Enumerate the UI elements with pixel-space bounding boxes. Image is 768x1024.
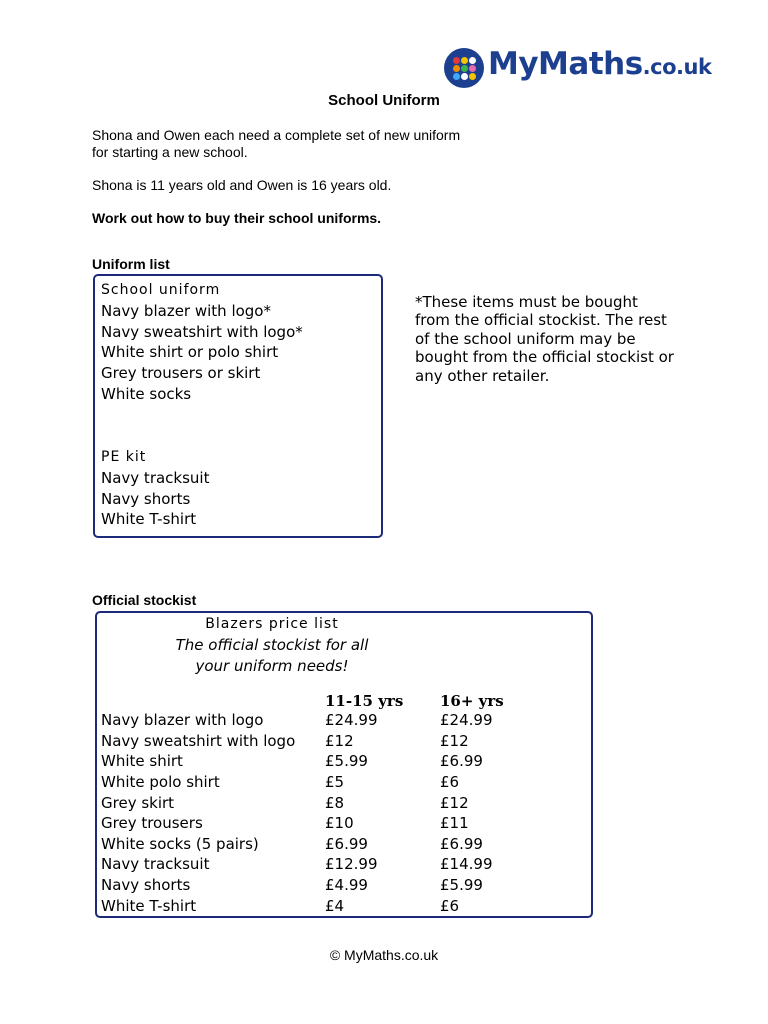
table-row — [101, 875, 540, 896]
logo-tld: .co.uk — [642, 55, 712, 79]
price-list-subtitle — [97, 635, 447, 677]
subtitle-line: your uniform needs! — [195, 657, 349, 675]
price-cell: £5.99 — [440, 876, 483, 895]
logo-dot — [453, 73, 460, 80]
item-cell: Grey trousers — [101, 814, 203, 833]
price-cell: £6 — [440, 773, 460, 792]
price-cell: £6.99 — [440, 834, 483, 853]
logo-dot — [469, 73, 476, 80]
page-title: School Uniform — [328, 92, 440, 109]
item-cell: Grey skirt — [101, 793, 175, 812]
table-header-row — [101, 687, 540, 710]
price-cell: £12 — [440, 731, 469, 750]
item-cell: Navy shorts — [101, 876, 191, 895]
price-cell: £8 — [325, 793, 345, 812]
table-row — [101, 895, 540, 916]
logo-dot — [453, 57, 460, 64]
logo-dot — [461, 57, 468, 64]
price-cell: £6 — [440, 896, 460, 915]
logo-dot — [469, 65, 476, 72]
column-header-11-15: 11-15 yrs — [325, 692, 404, 710]
list-item: Navy sweatshirt with logo* — [101, 322, 303, 341]
table-row — [101, 792, 540, 813]
price-cell: £14.99 — [440, 855, 493, 874]
stockist-note: *These items must be bought from the official stockist. The rest of the school uniform may be bought from the official stockist or any other retailer. — [415, 293, 674, 385]
price-cell: £5 — [325, 773, 345, 792]
item-cell: Navy sweatshirt with logo — [101, 731, 296, 750]
list-item: White socks — [101, 384, 192, 403]
table-row — [101, 731, 540, 752]
copyright-footer: © MyMaths.co.uk — [329, 947, 439, 963]
table-row — [101, 710, 540, 731]
price-cell: £11 — [440, 814, 469, 833]
column-header-16-plus: 16+ yrs — [440, 692, 504, 710]
price-cell: £5.99 — [325, 752, 368, 771]
intro-paragraph: Shona and Owen each need a complete set of new uniform for starting a new school. — [92, 127, 461, 160]
logo-dot — [469, 57, 476, 64]
official-stockist-label: Official stockist — [92, 592, 197, 608]
uniform-list-box — [93, 274, 383, 538]
price-cell: £6.99 — [440, 752, 483, 771]
price-cell: £4 — [325, 896, 345, 915]
logo-brand: MyMaths — [488, 46, 643, 82]
price-cell: £6.99 — [325, 834, 368, 853]
item-cell: White socks (5 pairs) — [101, 834, 259, 853]
list-item: Navy tracksuit — [101, 468, 210, 487]
price-cell: £24.99 — [325, 711, 378, 730]
column-header-item — [101, 687, 325, 710]
list-item: White shirt or polo shirt — [101, 343, 279, 362]
logo-dot — [453, 65, 460, 72]
school-uniform-heading: School uniform — [101, 282, 221, 298]
ages-paragraph: Shona is 11 years old and Owen is 16 years old. — [92, 177, 392, 193]
mymaths-logo — [444, 46, 712, 90]
price-cell: £12 — [325, 731, 354, 750]
item-cell: Navy blazer with logo — [101, 711, 264, 730]
list-item: Navy shorts — [101, 489, 191, 508]
price-cell: £24.99 — [440, 711, 493, 730]
uniform-list-label: Uniform list — [92, 256, 170, 272]
price-cell: £4.99 — [325, 876, 368, 895]
item-cell: White polo shirt — [101, 773, 220, 792]
list-item: Navy blazer with logo* — [101, 301, 271, 320]
price-list-box — [95, 611, 593, 918]
table-row — [101, 772, 540, 793]
price-table — [101, 687, 540, 916]
logo-dot — [461, 65, 468, 72]
item-cell: Navy tracksuit — [101, 855, 210, 874]
task-instruction: Work out how to buy their school uniforms. — [92, 210, 382, 226]
price-cell: £12 — [440, 793, 469, 812]
pe-kit-heading: PE kit — [101, 449, 147, 465]
subtitle-line: The official stockist for all — [175, 636, 369, 654]
table-row — [101, 834, 540, 855]
dots-logo-icon — [444, 48, 484, 88]
item-cell: White shirt — [101, 752, 183, 771]
price-cell: £10 — [325, 814, 354, 833]
table-row — [101, 854, 540, 875]
table-row — [101, 751, 540, 772]
list-item: Grey trousers or skirt — [101, 364, 261, 383]
price-cell: £12.99 — [325, 855, 378, 874]
table-row — [101, 813, 540, 834]
logo-dot — [461, 73, 468, 80]
price-list-title: Blazers price list — [205, 616, 339, 632]
item-cell: White T-shirt — [101, 896, 197, 915]
school-uniform-list — [101, 280, 303, 405]
pe-kit-list — [101, 447, 209, 530]
logo-text — [488, 46, 711, 82]
list-item: White T-shirt — [101, 510, 197, 529]
